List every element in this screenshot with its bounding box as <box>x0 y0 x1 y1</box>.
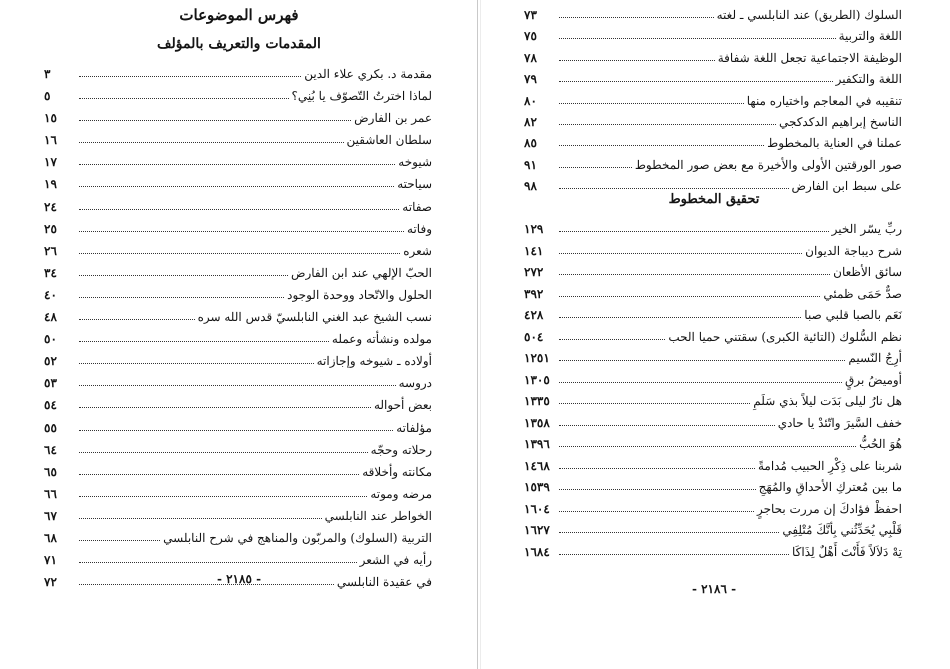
toc-entry-title: احفظْ فؤادكَ إن مررت بحاجرٍ <box>756 501 902 516</box>
toc-entry-title: مرضه وموته <box>370 486 432 501</box>
toc-entry-title: تِهْ دَلاَلاً فَأَنْتَ أَهْلٌ لِذَاكَا <box>792 544 902 559</box>
toc-entry-title: الحلول والاتّحاد ووحدة الوجود <box>287 287 432 302</box>
toc-entry <box>44 218 432 240</box>
toc-entry-title: الخواطر عند النابلسي <box>324 508 432 523</box>
toc-entry-page-number: ٥٤ <box>44 398 57 413</box>
dot-leader <box>79 505 322 519</box>
dot-leader <box>79 527 160 541</box>
toc-entry-title: مؤلفاته <box>396 420 432 435</box>
toc-entry <box>44 196 432 218</box>
dot-leader <box>559 519 779 533</box>
toc-entry <box>524 261 902 283</box>
toc-entry-page-number: ٣٤ <box>44 265 57 280</box>
dot-leader <box>559 25 836 39</box>
toc-entry-page-number: ٢٦ <box>44 243 57 258</box>
toc-entry <box>524 519 902 541</box>
dot-leader <box>79 218 404 232</box>
dot-leader <box>79 107 351 121</box>
dot-leader <box>559 541 789 555</box>
toc-entry-page-number: ٣ <box>44 67 51 81</box>
toc-entry-page-number: ٥٢ <box>44 354 57 369</box>
toc-entry-page-number: ١٢٥١ <box>524 351 550 365</box>
toc-entry <box>524 412 902 434</box>
toc-list-right-bottom <box>524 218 902 562</box>
toc-entry-title: أولاده ـ شيوخه وإجازاته <box>316 354 432 369</box>
toc-entry-title: سلطان العاشقين <box>346 133 432 148</box>
toc-entry <box>524 132 902 153</box>
toc-entry-page-number: ٧٢ <box>44 575 57 590</box>
toc-entry-page-number: ٣٩٢ <box>524 286 544 301</box>
toc-entry <box>44 549 432 571</box>
toc-entry-title: سياحته <box>397 177 432 192</box>
toc-entry <box>524 433 902 455</box>
dot-leader <box>79 129 344 143</box>
dot-leader <box>559 111 776 125</box>
toc-entry <box>44 85 432 107</box>
toc-entry-title: ربِّ يسّر الخير <box>831 222 902 236</box>
dot-leader <box>559 47 715 61</box>
dot-leader <box>559 4 714 18</box>
toc-entry-page-number: ٨٥ <box>524 136 537 151</box>
toc-entry <box>524 541 902 563</box>
toc-entry-page-number: ٧٩ <box>524 72 537 87</box>
toc-entry-page-number: ٨٠ <box>524 93 537 108</box>
toc-entry <box>44 284 432 306</box>
toc-entry <box>524 4 902 25</box>
dot-leader <box>79 350 314 364</box>
toc-entry-page-number: ٦٨ <box>44 530 57 545</box>
dot-leader <box>79 549 357 563</box>
toc-entry <box>524 304 902 326</box>
page-number-left: - ٢١٨٥ - <box>216 572 262 586</box>
toc-entry-page-number: ١٥٣٩ <box>524 480 550 494</box>
toc-entry-page-number: ٢٧٢ <box>524 265 544 279</box>
toc-entry-page-number: ١٣٠٥ <box>524 372 550 387</box>
dot-leader <box>559 68 833 82</box>
toc-entry-title: قَلْبِي يُحَدِّثُني بِأنَّكَ مُتْلِفِي <box>782 523 902 537</box>
toc-entry-title: نَعَم بالصبا قلبي صبا <box>804 308 902 322</box>
toc-entry-page-number: ٦٦ <box>44 486 57 501</box>
dot-leader <box>559 476 756 490</box>
dot-leader <box>79 63 301 77</box>
toc-entry-title: بعض أحواله <box>373 398 432 413</box>
toc-entry-page-number: ١٦٨٤ <box>524 544 550 559</box>
toc-entry <box>44 527 432 549</box>
dot-leader <box>559 369 842 383</box>
toc-entry-title: شربنا على ذِكْرِ الحبيب مُدامةً <box>757 458 902 473</box>
toc-entry-page-number: ١٦٢٧ <box>524 523 550 537</box>
toc-entry-page-number: ٨٢ <box>524 114 537 129</box>
toc-entry-title: شرح ديباجة الديوان <box>805 243 902 258</box>
toc-entry-title: صور الورقتين الأولى والأخيرة مع بعض صور المخطوط <box>634 157 902 172</box>
toc-entry-title: الحبّ الإلهي عند ابن الفارض <box>290 265 432 280</box>
toc-entry-page-number: ٩٨ <box>524 179 537 194</box>
toc-entry <box>524 240 902 262</box>
toc-entry-page-number: ٤٨ <box>44 310 57 325</box>
toc-entry <box>44 306 432 328</box>
toc-entry-title: نظم السُّلوك (التائية الكبرى) سقتني حميا الحب <box>668 329 902 344</box>
toc-entry-title: الوظيفة الاجتماعية تجعل اللغة شفافة <box>717 50 902 65</box>
toc-entry <box>44 505 432 527</box>
toc-entry-page-number: ٧٣ <box>524 8 537 22</box>
toc-list-left <box>44 63 432 593</box>
dot-leader <box>559 326 665 340</box>
toc-entry <box>44 483 432 505</box>
toc-entry-title: اللغة والتكفير <box>835 72 902 87</box>
toc-entry-page-number: ٥٠٤ <box>524 329 544 344</box>
toc-entry-title: وفاته <box>407 221 432 236</box>
toc-entry <box>524 476 902 498</box>
toc-entry <box>44 63 432 85</box>
toc-entry <box>524 111 902 132</box>
toc-entry-page-number: ٧١ <box>44 553 57 568</box>
dot-leader <box>79 439 368 453</box>
dot-leader <box>559 433 856 447</box>
toc-entry-page-number: ١٤١ <box>524 243 544 258</box>
toc-entry-title: السلوك (الطريق) عند النابلسي ـ لغته <box>716 8 902 22</box>
toc-entry-title: شيوخه <box>398 155 432 170</box>
toc-entry-title: هل نارُ ليلى بَدَت ليلاً بذي سَلَمِ <box>753 394 902 408</box>
dot-leader <box>79 328 329 342</box>
toc-entry-page-number: ٩١ <box>524 157 537 172</box>
toc-entry <box>524 498 902 520</box>
dot-leader <box>79 483 367 497</box>
toc-entry <box>524 47 902 68</box>
toc-entry-title: سائق الأظعان <box>833 265 902 279</box>
toc-entry <box>524 25 902 46</box>
toc-entry-page-number: ٦٥ <box>44 464 57 479</box>
toc-entry-page-number: ١٢٩ <box>524 222 544 236</box>
dot-leader <box>79 196 399 210</box>
dot-leader <box>79 284 284 298</box>
index-title: فهرس الموضوعات <box>179 6 299 24</box>
toc-entry-title: تنقيبه في المعاجم واختياره منها <box>746 93 902 108</box>
dot-leader <box>79 372 396 386</box>
toc-entry <box>44 417 432 439</box>
toc-entry-page-number: ١٣٩٦ <box>524 437 550 451</box>
toc-entry <box>524 326 902 348</box>
section-heading-introductions: المقدمات والتعريف بالمؤلف <box>157 36 321 52</box>
toc-entry-title: خفف السَّيرَ واتّئدْ يا حادي <box>777 415 902 430</box>
toc-entry-page-number: ٤٠ <box>44 287 57 302</box>
toc-entry-page-number: ٥ <box>44 89 51 104</box>
section-heading-manuscript: تحقيق المخطوط <box>668 192 760 207</box>
toc-entry-title: رأيه في الشعر <box>359 553 432 568</box>
dot-leader <box>559 261 830 275</box>
toc-entry-title: صفاته <box>402 199 432 214</box>
toc-entry-page-number: ١٦ <box>44 133 57 148</box>
toc-entry-title: مكانته وأخلاقه <box>362 464 432 479</box>
toc-entry-title: رحلاته وحجّه <box>370 442 432 457</box>
toc-entry-page-number: ١٧ <box>44 155 57 170</box>
toc-entry <box>44 151 432 173</box>
toc-entry-title: أرِجُ النّسيم <box>848 351 902 365</box>
dot-leader <box>79 85 289 99</box>
toc-entry <box>44 372 432 394</box>
toc-entry-page-number: ٧٨ <box>524 50 537 65</box>
toc-entry-title: أوميضُ برقٍ <box>845 372 902 387</box>
dot-leader <box>559 390 750 404</box>
toc-entry-page-number: ٤٢٨ <box>524 308 544 322</box>
toc-entry <box>44 394 432 416</box>
toc-entry <box>524 218 902 240</box>
dot-leader <box>559 132 764 146</box>
toc-entry <box>524 283 902 305</box>
dot-leader <box>559 498 754 512</box>
toc-list-right-top <box>524 4 902 197</box>
dot-leader <box>79 417 393 431</box>
toc-entry <box>44 461 432 483</box>
toc-entry-title: صدٌّ حَمَى ظمئي <box>823 286 902 301</box>
toc-entry <box>524 369 902 391</box>
dot-leader <box>559 90 744 104</box>
toc-entry-page-number: ٦٤ <box>44 442 57 457</box>
dot-leader <box>79 151 395 165</box>
toc-entry-page-number: ١٣٣٥ <box>524 394 550 408</box>
toc-entry <box>524 455 902 477</box>
toc-entry <box>524 390 902 412</box>
toc-entry-page-number: ١٦٠٤ <box>524 501 550 516</box>
dot-leader <box>79 262 288 276</box>
toc-entry <box>44 439 432 461</box>
dot-leader <box>79 394 371 408</box>
toc-entry-page-number: ١٤٦٨ <box>524 458 550 473</box>
dot-leader <box>559 347 845 361</box>
toc-entry <box>524 347 902 369</box>
toc-entry-title: دروسه <box>398 376 432 391</box>
toc-entry-title: التربية (السلوك) والمربّون والمناهج في شرح النابلسي <box>163 530 432 545</box>
dot-leader <box>79 173 394 187</box>
toc-entry <box>524 68 902 89</box>
toc-entry-title: على سبط ابن الفارض <box>791 179 902 194</box>
toc-entry <box>44 262 432 284</box>
toc-entry-title: ما بين مُعتركِ الأحداقِ والمُهَجِ <box>758 480 902 494</box>
right-page <box>478 0 950 669</box>
toc-entry-title: هُوَ الحُبُّ <box>859 437 902 451</box>
toc-entry <box>44 173 432 195</box>
toc-entry-title: مقدمة د. بكري علاء الدين <box>304 67 432 81</box>
dot-leader <box>79 306 195 320</box>
toc-entry <box>44 107 432 129</box>
toc-entry-page-number: ١٣٥٨ <box>524 415 550 430</box>
toc-entry-page-number: ١٩ <box>44 177 57 192</box>
page-number-right: - ٢١٨٦ - <box>691 582 737 596</box>
toc-entry-title: شعره <box>403 243 432 258</box>
toc-entry <box>44 328 432 350</box>
toc-entry-page-number: ٦٧ <box>44 508 57 523</box>
toc-entry-page-number: ١٥ <box>44 111 57 126</box>
dot-leader <box>559 455 755 469</box>
toc-entry-title: في عقيدة النابلسي <box>336 575 432 590</box>
toc-entry-page-number: ٥٣ <box>44 376 57 391</box>
toc-entry-title: لماذا اخترتُ التّصوّف يا بُنِي؟ <box>291 89 432 104</box>
toc-entry <box>44 129 432 151</box>
toc-entry-page-number: ٧٥ <box>524 29 537 44</box>
toc-entry-title: اللغة والتربية <box>838 29 902 44</box>
dot-leader <box>559 218 829 232</box>
dot-leader <box>559 412 775 426</box>
toc-entry <box>44 240 432 262</box>
toc-entry-title: الناسخ إبراهيم الدكدكجي <box>778 114 902 129</box>
dot-leader <box>79 461 359 475</box>
dot-leader <box>559 175 789 189</box>
toc-entry-page-number: ٥٠ <box>44 332 57 347</box>
toc-entry-title: عملنا في العناية بالمخطوط <box>767 136 902 151</box>
toc-entry-title: عمر بن الفارض <box>354 111 432 126</box>
toc-entry <box>44 350 432 372</box>
dot-leader <box>559 283 820 297</box>
dot-leader <box>559 304 801 318</box>
toc-entry-page-number: ٥٥ <box>44 420 57 435</box>
dot-leader <box>79 240 400 254</box>
toc-entry-title: نسب الشيخ عبد الغني النابلسيّ قدس الله سره <box>197 310 432 325</box>
toc-entry <box>524 90 902 111</box>
toc-entry-page-number: ٢٤ <box>44 199 57 214</box>
toc-entry <box>524 154 902 175</box>
toc-entry-title: مولده ونشأته وعمله <box>331 332 432 347</box>
dot-leader <box>559 240 802 254</box>
dot-leader <box>559 154 632 168</box>
toc-entry-page-number: ٢٥ <box>44 221 57 236</box>
